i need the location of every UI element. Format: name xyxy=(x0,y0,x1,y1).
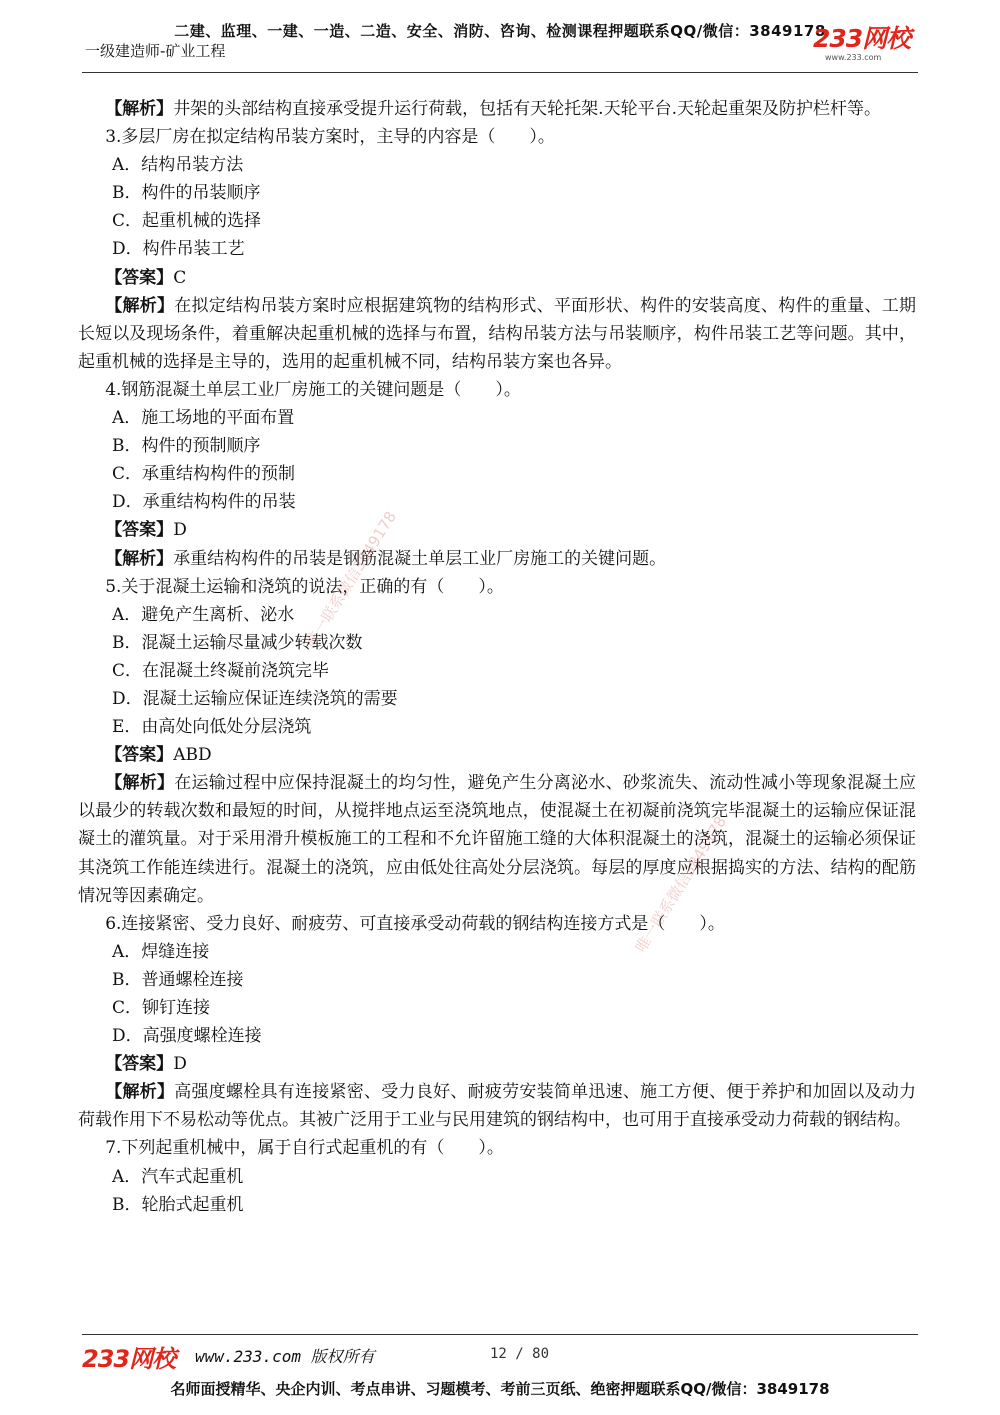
brand-logo-text: 233网校 xyxy=(813,24,911,53)
answer-option xyxy=(78,235,916,263)
answer-option xyxy=(78,629,916,657)
analysis-paragraph xyxy=(78,1078,916,1134)
answer-option xyxy=(78,1163,916,1191)
answer-option xyxy=(78,966,916,994)
paragraph-text: 井架的头部结构直接承受提升运行荷载，包括有天轮托架.天轮平台.天轮起重架及防护栏杆等。 xyxy=(173,99,881,119)
brand-logo-url: www.233.com xyxy=(825,53,882,62)
answer-line xyxy=(78,264,916,292)
bottom-contact-banner: 名师面授精华、央企内训、考点串讲、习题模考、考前三页纸、绝密押题联系QQ/微信：3849178 xyxy=(170,1380,830,1398)
answer-option xyxy=(78,488,916,516)
analysis-tag: 【解析】 xyxy=(105,548,174,569)
answer-tag: 【答案】 xyxy=(105,520,174,541)
question-text xyxy=(78,1134,916,1162)
question-text xyxy=(78,376,916,404)
paragraph-text: D xyxy=(173,520,187,541)
paragraph-text: E．由高处向低处分层浇筑 xyxy=(112,717,312,738)
paragraph-text: C．承重结构构件的预制 xyxy=(112,464,296,485)
answer-option xyxy=(78,404,916,432)
paragraph-text: 在拟定结构吊装方案时应根据建筑物的结构形式、平面形状、构件的安装高度、构件的重量、工期长短以及现场条件，着重解决起重机械的选择与布置，结构吊装方法与吊装顺序，构件吊装工艺等问题。其中，起重机械的选择是主导的，选用的起重机械不同，结构吊装方案也各异。 xyxy=(78,295,917,372)
paragraph-text: D．构件吊装工艺 xyxy=(112,239,245,260)
paragraph-text: B．构件的预制顺序 xyxy=(112,436,261,457)
paragraph-text: A．汽车式起重机 xyxy=(112,1166,244,1187)
answer-option xyxy=(78,938,916,966)
paragraph-text: 高强度螺栓具有连接紧密、受力良好、耐疲劳安装简单迅速、施工方便、便于养护和加固以及动力荷载作用下不易松动等优点。其被广泛用于工业与民用建筑的钢结构中，也可用于直接承受动力荷载的钢结构。 xyxy=(78,1082,917,1131)
answer-option xyxy=(78,432,916,460)
paragraph-text: 承重结构构件的吊装是钢筋混凝土单层工业厂房施工的关键问题。 xyxy=(173,548,667,569)
header-divider xyxy=(82,72,918,73)
footer-divider xyxy=(82,1334,918,1335)
answer-option xyxy=(78,151,916,179)
paragraph-text: A．避免产生离析、泌水 xyxy=(112,604,295,625)
paragraph-text: B．混凝土运输尽量减少转载次数 xyxy=(112,632,363,653)
answer-line xyxy=(78,1050,916,1078)
analysis-tag: 【解析】 xyxy=(105,1082,175,1103)
analysis-paragraph xyxy=(78,545,916,573)
analysis-tag: 【解析】 xyxy=(105,99,174,119)
answer-option xyxy=(78,460,916,488)
paragraph-text: A．焊缝连接 xyxy=(112,941,210,962)
paragraph-text: C．铆钉连接 xyxy=(112,998,211,1018)
page-number: 12 / 80 xyxy=(490,1346,550,1362)
answer-tag: 【答案】 xyxy=(105,267,174,288)
answer-option xyxy=(78,179,916,207)
paragraph-text: ABD xyxy=(173,745,212,766)
analysis-paragraph xyxy=(78,95,916,123)
answer-option xyxy=(78,207,916,235)
brand-logo xyxy=(813,25,923,65)
paragraph-text: D．高强度螺栓连接 xyxy=(112,1026,262,1047)
answer-option xyxy=(78,685,916,713)
answer-option xyxy=(78,657,916,685)
answer-option xyxy=(78,994,916,1022)
paragraph-text: B．普通螺栓连接 xyxy=(112,969,244,990)
paragraph-text: A．结构吊装方法 xyxy=(112,155,244,176)
footer-copyright: www.233.com 版权所有 xyxy=(195,1347,375,1366)
answer-option xyxy=(78,713,916,741)
question-text xyxy=(78,123,916,151)
paragraph-text: C．在混凝土终凝前浇筑完毕 xyxy=(112,660,330,681)
analysis-tag: 【解析】 xyxy=(105,773,175,794)
watermark-first: 唯一联系微信3849178 xyxy=(301,508,401,651)
paragraph-text: 4.钢筋混凝土单层工业厂房施工的关键问题是（ ）。 xyxy=(105,379,521,400)
analysis-tag: 【解析】 xyxy=(105,295,175,316)
question-text xyxy=(78,910,916,938)
paragraph-text: D．承重结构构件的吊装 xyxy=(112,492,296,513)
paragraph-text: D．混凝土运输应保证连续浇筑的需要 xyxy=(112,688,398,709)
question-text xyxy=(78,573,916,601)
paragraph-text: 7.下列起重机械中，属于自行式起重机的有（ ）。 xyxy=(105,1138,504,1159)
paragraph-text: 在运输过程中应保持混凝土的均匀性，避免产生分离泌水、砂浆流失、流动性减小等现象混凝土应以最少的转载次数和最短的时间，从搅拌地点运至浇筑地点，使混凝土在初凝前浇筑完毕混凝土的运输应保证混凝土的灌筑量。对于采用滑升模板施工的工程和不允许留施工缝的大体积混凝土的浇筑，混凝土的运输必须保证其浇筑工作能连续进行。混凝土的浇筑，应由低处往高处分层浇筑。每层的厚度应根据捣实的方法、结构的配筋情况等因素确定。 xyxy=(78,773,917,906)
document-subtitle: 一级建造师-矿业工程 xyxy=(85,42,226,60)
paragraph-text: 5.关于混凝土运输和浇筑的说法，正确的有（ ）。 xyxy=(105,576,504,597)
analysis-paragraph xyxy=(78,292,916,376)
paragraph-text: C．起重机械的选择 xyxy=(112,211,262,232)
footer-logo: 233网校 xyxy=(82,1345,176,1373)
watermark-second: 唯一联系微信3849178 xyxy=(631,813,731,956)
paragraph-text: A．施工场地的平面布置 xyxy=(112,408,295,429)
answer-tag: 【答案】 xyxy=(105,1054,174,1075)
paragraph-text: 3.多层厂房在拟定结构吊装方案时，主导的内容是（ ）。 xyxy=(105,127,555,148)
analysis-paragraph xyxy=(78,769,916,909)
paragraph-text: C xyxy=(173,267,187,288)
paragraph-text: 6.连接紧密、受力良好、耐疲劳、可直接承受动荷载的钢结构连接方式是（ ）。 xyxy=(105,913,725,934)
answer-option xyxy=(78,1191,916,1219)
paragraph-text: D xyxy=(173,1054,187,1075)
answer-tag: 【答案】 xyxy=(105,745,174,766)
top-contact-banner: 二建、监理、一建、一造、二造、安全、消防、咨询、检测课程押题联系QQ/微信：3849178 xyxy=(174,22,826,40)
paragraph-text: B．轮胎式起重机 xyxy=(112,1194,244,1215)
answer-line xyxy=(78,516,916,544)
answer-line xyxy=(78,741,916,769)
document-body xyxy=(78,95,916,1219)
answer-option xyxy=(78,1022,916,1050)
paragraph-text: B．构件的吊装顺序 xyxy=(112,183,261,204)
answer-option xyxy=(78,601,916,629)
